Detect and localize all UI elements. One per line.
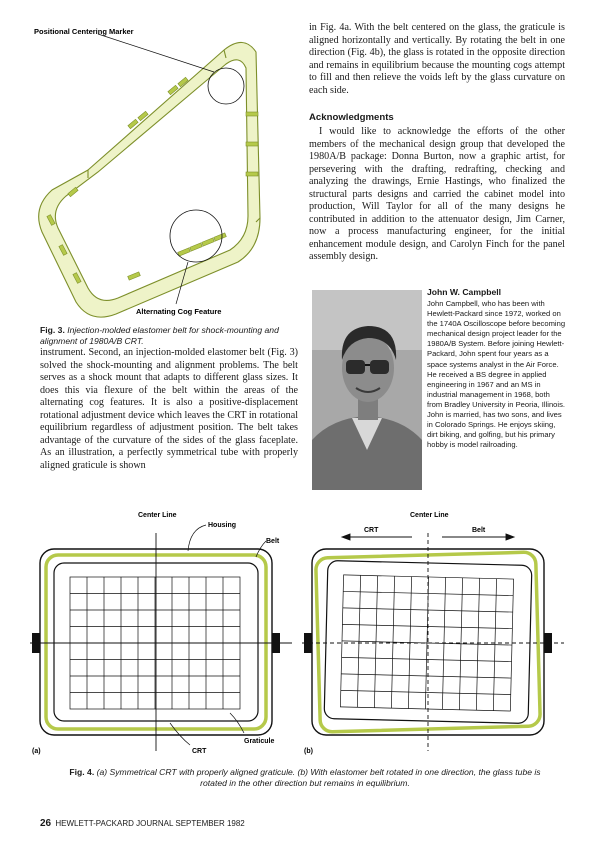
acknowledgments-heading: Acknowledgments: [309, 112, 394, 123]
body-text-right-column: in Fig. 4a. With the belt centered on the glass, the graticule is aligned horizontally and vertically. By rotating the belt in one direction (Fig. 4b), the glass is rotated in the opposite direction and remains in equilibrium because the mounting cogs attempt to fill and then relieve the voids left by the glass curvature on each side.: [309, 22, 565, 96]
fig4b-panel-tag: (b): [304, 748, 313, 755]
fig4-caption-text: (a) Symmetrical CRT with properly aligned graticule. (b) With elastomer belt rotated in one direction, the glass tube is rotated in the other direction but remains in equilibrium.: [96, 767, 541, 788]
fig3-belt-drawing: [28, 22, 294, 322]
fig4b-label-crt: CRT: [364, 527, 379, 534]
fig4b-crt-arrow: [342, 534, 412, 540]
fig4b-label-belt: Belt: [472, 527, 486, 534]
bio-text: John Campbell, who has been with Hewlett-Packard since 1972, worked on the 1740A Oscilloscope before becoming mechanical design project leader for the 1980A/B System. Before joining Hewlett-Packard, John spent four years as a space systems analyst in the Air Force. He received a BS degree in applied engineering in 1967 and an MS in industrial management in 1968, both from Bradley University in Peoria, Illinois. John is married, has two sons, and lives in Colorado Springs. He enjoys skiing, dirt biking, and golfing, but his primary hobby is model railroading.: [427, 299, 566, 450]
fig3-caption: [40, 325, 300, 347]
fig3-caption-label: Fig. 3.: [40, 325, 65, 335]
fig4a-diagram: [30, 505, 300, 760]
page-number: 26: [40, 818, 52, 829]
fig4b-diagram: [302, 505, 572, 760]
fig4a-label-graticule: Graticule: [244, 738, 275, 745]
fig4a-label-center: Center Line: [138, 512, 177, 519]
author-photo: [312, 290, 422, 490]
fig4-caption-label: Fig. 4.: [69, 767, 95, 777]
fig3-label-cog: Alternating Cog Feature: [136, 307, 222, 316]
fig4-caption: [60, 767, 550, 789]
fig3-label-marker: Positional Centering Marker: [34, 27, 134, 36]
acknowledgments-text: I would like to acknowledge the efforts of the other members of the mechanical design group that developed the 1980A/B package: Donna Burton, now a graphic artist, for persevering with the drafting, redrafting, checking and analyzing the drawings, Ernie Hastings, who finalized the structural parts designs and carried the cabinet model into production, Will Taylor for all of the many designs he contributed in addition to the attenuator design, Jim Carner, now a process manufacturing engineer, for the initial enhancement module design, and Carolyn Finch for the panel assembly design.: [309, 126, 565, 262]
fig4b-belt-arrow: [442, 534, 514, 540]
fig4a-label-belt: Belt: [266, 538, 280, 545]
author-portrait-image: [312, 290, 422, 490]
bio-name: John W. Campbell: [427, 287, 502, 297]
body-text-left-column: instrument. Second, an injection-molded elastomer belt (Fig. 3) solved the shock-mounting and alignment problems. The belt serves as a shock mount that adapts to different glass sizes. It does this via flexure of the belt within the areas of the alternating cog features. It is also a positive-displacement rotational adjustment device which leaves the CRT in rotational equilibrium regardless of adjustment position. The belt takes advantage of the curvature of the sides of the glass faceplate. As an illustration, a perfectly symmetrical tube with properly aligned graticule is shown: [40, 347, 298, 471]
fig4a-label-housing: Housing: [208, 522, 236, 529]
fig4b-label-center: Center Line: [410, 512, 449, 519]
fig4a-label-crt: CRT: [192, 748, 207, 755]
fig4a-panel-tag: (a): [32, 748, 41, 755]
journal-name: HEWLETT-PACKARD JOURNAL SEPTEMBER 1982: [55, 819, 245, 828]
page-footer: [40, 818, 245, 829]
fig3-caption-text: Injection-molded elastomer belt for shock-mounting and alignment of 1980A/B CRT.: [40, 325, 279, 346]
